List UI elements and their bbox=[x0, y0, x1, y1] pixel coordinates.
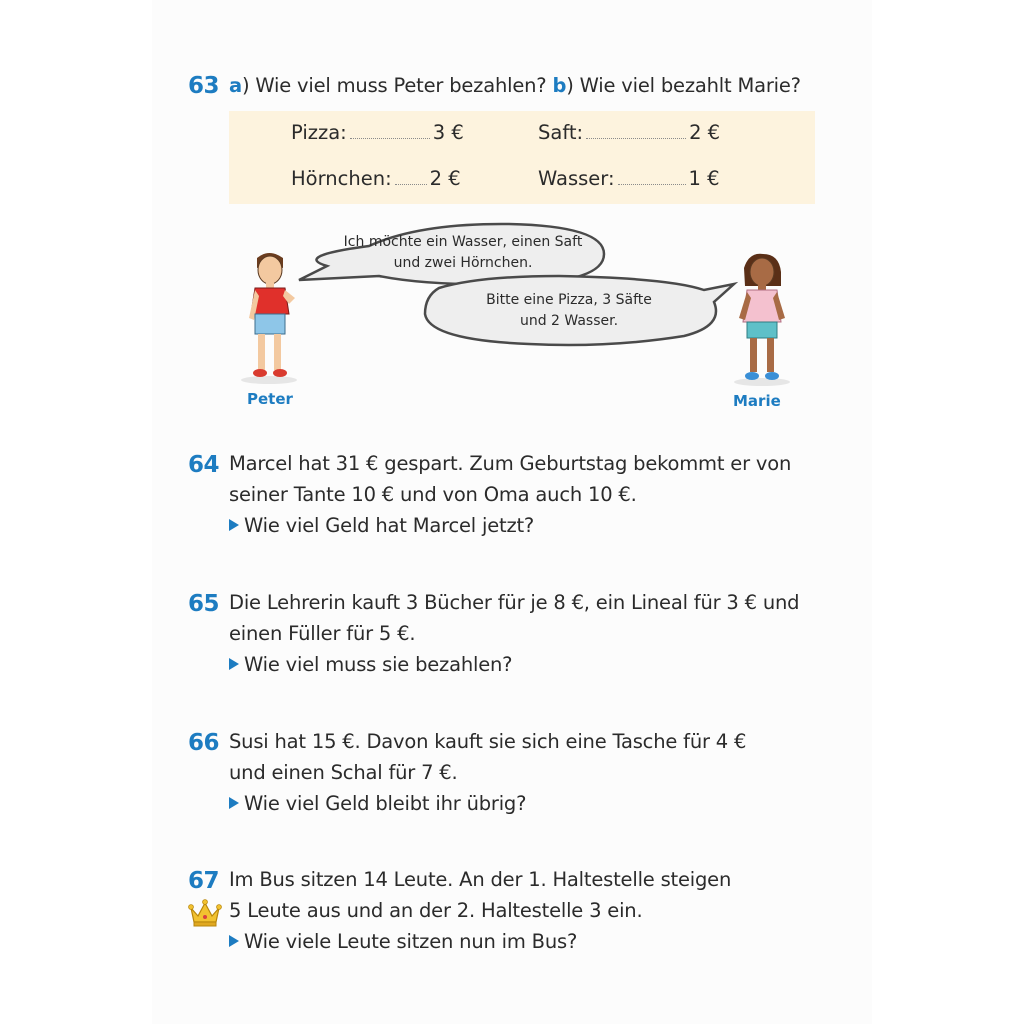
question-b: ) Wie viel bezahlt Marie? bbox=[566, 74, 801, 97]
task-66-line-1: Susi hat 15 €. Davon kauft sie sich eine Tasche für 4 € bbox=[229, 730, 747, 753]
marie-speech-bubble bbox=[425, 276, 734, 345]
peter-figure bbox=[241, 253, 297, 384]
task-67-line-2: 5 Leute aus und an der 2. Haltestelle 3 ein. bbox=[229, 899, 643, 922]
task-65-line-2: einen Füller für 5 €. bbox=[229, 622, 416, 645]
triangle-bullet-icon bbox=[229, 658, 239, 670]
question-a: ) Wie viel muss Peter bezahlen? bbox=[241, 74, 547, 97]
part-a-label: a bbox=[229, 74, 242, 97]
triangle-bullet-icon bbox=[229, 519, 239, 531]
price-item-pizza: Pizza: 3 € bbox=[291, 121, 464, 144]
price-item-wasser: Wasser: 1 € bbox=[538, 167, 720, 190]
crown-icon bbox=[188, 898, 222, 928]
task-67-number: 67 bbox=[188, 868, 220, 894]
illustration-scene bbox=[229, 218, 815, 418]
task-66-number: 66 bbox=[188, 730, 220, 756]
task-66-question: Wie viel Geld bleibt ihr übrig? bbox=[229, 792, 526, 815]
marie-speech-line-2: und 2 Wasser. bbox=[519, 313, 619, 329]
part-b-label: b bbox=[552, 74, 567, 97]
price-list-box bbox=[229, 111, 815, 204]
marie-figure bbox=[734, 254, 790, 386]
price-item-hoernchen: Hörnchen: 2 € bbox=[291, 167, 461, 190]
price-item-saft: Saft: 2 € bbox=[538, 121, 721, 144]
peter-speech-line-2: und zwei Hörnchen. bbox=[393, 255, 533, 271]
task-63-question bbox=[229, 74, 801, 97]
task-65-line-1: Die Lehrerin kauft 3 Bücher für je 8 €, ein Lineal für 3 € und bbox=[229, 591, 800, 614]
peter-label: Peter bbox=[247, 390, 293, 408]
marie-speech-line-1: Bitte eine Pizza, 3 Säfte bbox=[486, 292, 652, 308]
task-64-question: Wie viel Geld hat Marcel jetzt? bbox=[229, 514, 534, 537]
task-65-question: Wie viel muss sie bezahlen? bbox=[229, 653, 512, 676]
task-67-line-1: Im Bus sitzen 14 Leute. An der 1. Haltestelle steigen bbox=[229, 868, 732, 891]
marie-label: Marie bbox=[733, 392, 781, 410]
task-64-number: 64 bbox=[188, 452, 220, 478]
task-64-line-2: seiner Tante 10 € und von Oma auch 10 €. bbox=[229, 483, 637, 506]
triangle-bullet-icon bbox=[229, 797, 239, 809]
triangle-bullet-icon bbox=[229, 935, 239, 947]
task-64-line-1: Marcel hat 31 € gespart. Zum Geburtstag bekommt er von bbox=[229, 452, 792, 475]
task-65-number: 65 bbox=[188, 591, 220, 617]
task-66-line-2: und einen Schal für 7 €. bbox=[229, 761, 458, 784]
task-67-question: Wie viele Leute sitzen nun im Bus? bbox=[229, 930, 577, 953]
task-63-number: 63 bbox=[188, 73, 220, 99]
peter-speech-line-1: Ich möchte ein Wasser, einen Saft bbox=[343, 234, 583, 250]
